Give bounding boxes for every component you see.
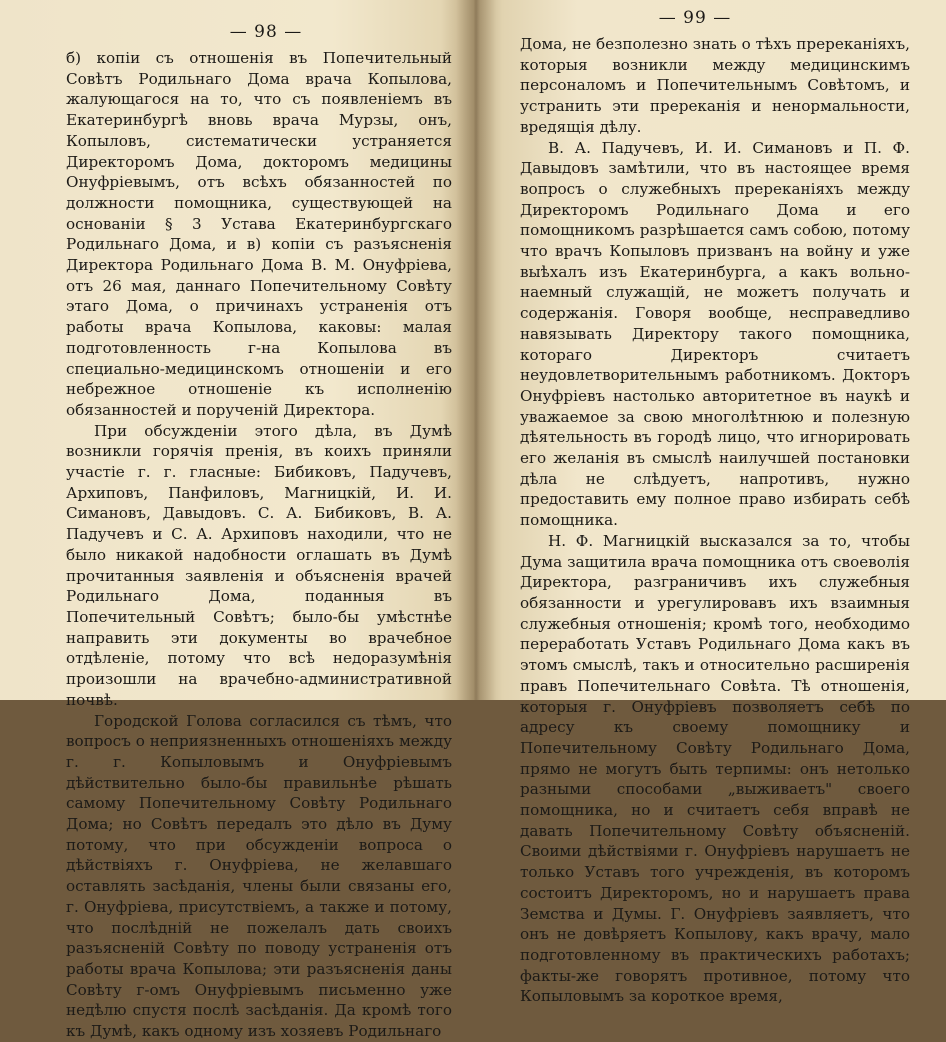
- paragraph: Дома, не безполезно знать о тѣхъ пререканiяхъ, которыя возникли между медицинскимъ персоналомъ и Попечительнымъ Совѣтомъ, и устранить эти пререканiя и ненормальности, вредящiя дѣлу.: [520, 35, 910, 136]
- paragraph: б) копiи съ отношенiя въ Попечительный Совѣтъ Родильнаго Дома врача Копылова, жалующагося на то, что съ появленiемъ въ Екатеринбургѣ вновь врача Мурзы, онъ, Копыловъ, систематически устраняется Директоромъ Дома, докторомъ медицины Онуфрiевымъ, отъ всѣхъ обязанностей по должности помощника, существующей на основанiи § 3 Устава Екатеринбургскаго Родильнаго Дома, и в) копiи съ разъясненiя Директора Родильнаго Дома В. М. Онуфрiева, отъ 26 мая, даннаго Попечительному Совѣту этаго Дома, о причинахъ устраненiя отъ работы врача Копылова, каковы: малая подготовленность г-на Копылова въ специально-медицинскомъ отношенiи и его небрежное отношенiе къ исполненiю обязанностей и порученiй Директора.: [66, 49, 452, 419]
- paragraph: В. А. Падучевъ, И. И. Симановъ и П. Ф. Давыдовъ замѣтили, что въ настоящее время вопросъ о служебныхъ пререканiяхъ между Директоромъ Родильнаго Дома и его помощникомъ разрѣшается самъ собою, потому что врачъ Копыловъ призванъ на войну и уже выѣхалъ изъ Екатеринбурга, а какъ вольно-наемный служащiй, не можетъ получать и содержанiя. Говоря вообще, несправедливо навязывать Директору такого помощника, котораго Директоръ считаетъ неудовлетворительнымъ работникомъ. Докторъ Онуфрiевъ настолько авторитетное въ наукѣ и уважаемое за свою многолѣтнюю и полезную дѣятельность въ городѣ лицо, что игнорировать его желанiя въ смыслѣ наилучшей постановки дѣла не слѣдуетъ, напротивъ, нужно предоставить ему полное право избирать себѣ помощника.: [520, 138, 910, 530]
- page-number-98: — 98 —: [229, 22, 303, 42]
- right-page: [474, 0, 946, 1006]
- paragraph: Н. Ф. Магницкiй высказался за то, чтобы Дума защитила врача помощника отъ своеволiя Директора, разграничивъ ихъ служебныя обязанности и урегулировавъ ихъ взаимныя служебныя отношенiя; кромѣ того, необходимо переработать Уставъ Родильнаго Дома какъ въ этомъ смыслѣ, такъ и относительно расширенiя правъ Попечительнаго Совѣта. Тѣ отношенiя, которыя г. Онуфрiевъ позволяетъ себѣ по адресу къ своему помощнику и Попечительному Совѣту Родильнаго Дома, прямо не могутъ быть терпимы: онъ нетолько разными способами „выживаетъ" своего помощника, но и считаетъ себя вправѣ не давать Попечительному Совѣту объясненiй. Своими дѣйствiями г. Онуфрiевъ нарушаетъ не только Уставъ того учрежденiя, въ которомъ состоитъ Директоромъ, но и нарушаетъ права Земства и Думы. Г. Онуфрiевъ заявляетъ, что онъ не довѣряетъ Копылову, какъ врачу, мало подготовленному въ практическихъ работахъ; факты-же говорятъ противное, потому что Копыловымъ за короткое время,: [520, 531, 910, 1006]
- paragraph: Городской Голова согласился съ тѣмъ, что вопросъ о неприязненныхъ отношенiяхъ между г. г. Копыловымъ и Онуфрiевымъ дѣйствительно было-бы правильнѣе рѣшать самому Попечительному Совѣту Родильнаго Дома; но Совѣтъ передалъ это дѣло въ Думу потому, что при обсужденiи вопроса о дѣйствiяхъ г. Онуфрiева, не желавшаго оставлять засѣданiя, члены были связаны его, г. Онуфрiева, присутствiемъ, а также и потому, что послѣднiй не пожелалъ дать своихъ разъясненiй Совѣту по поводу устраненiя отъ работы врача Копылова; эти разъясненiя даны Совѣту г-омъ Онуфрiевымъ письменно уже недѣлю спустя послѣ засѣданiя. Да кромѣ того къ Думѣ, какъ одному изъ хозяевъ Родильнаго: [66, 711, 452, 1041]
- left-page-text: [66, 48, 452, 1042]
- right-page-text: [520, 34, 910, 1007]
- page-number-99: — 99 —: [658, 8, 732, 28]
- paragraph: При обсужденiи этого дѣла, въ Думѣ возникли горячiя пренiя, въ коихъ приняли участiе г. г. гласные: Бибиковъ, Падучевъ, Архиповъ, Панфиловъ, Магницкiй, И. И. Симановъ, Давыдовъ. С. А. Бибиковъ, В. А. Падучевъ и С. А. Архиповъ находили, что не было никакой надобности оглашать въ Думѣ прочитанныя заявленiя и объясненiя врачей Родильнаго Дома, поданныя въ Попечительный Совѣтъ; было-бы умѣстнѣе направить эти документы во врачебное отдѣленiе, потому что всѣ недоразумѣнiя произошли на врачебно-административной почвѣ.: [66, 421, 452, 709]
